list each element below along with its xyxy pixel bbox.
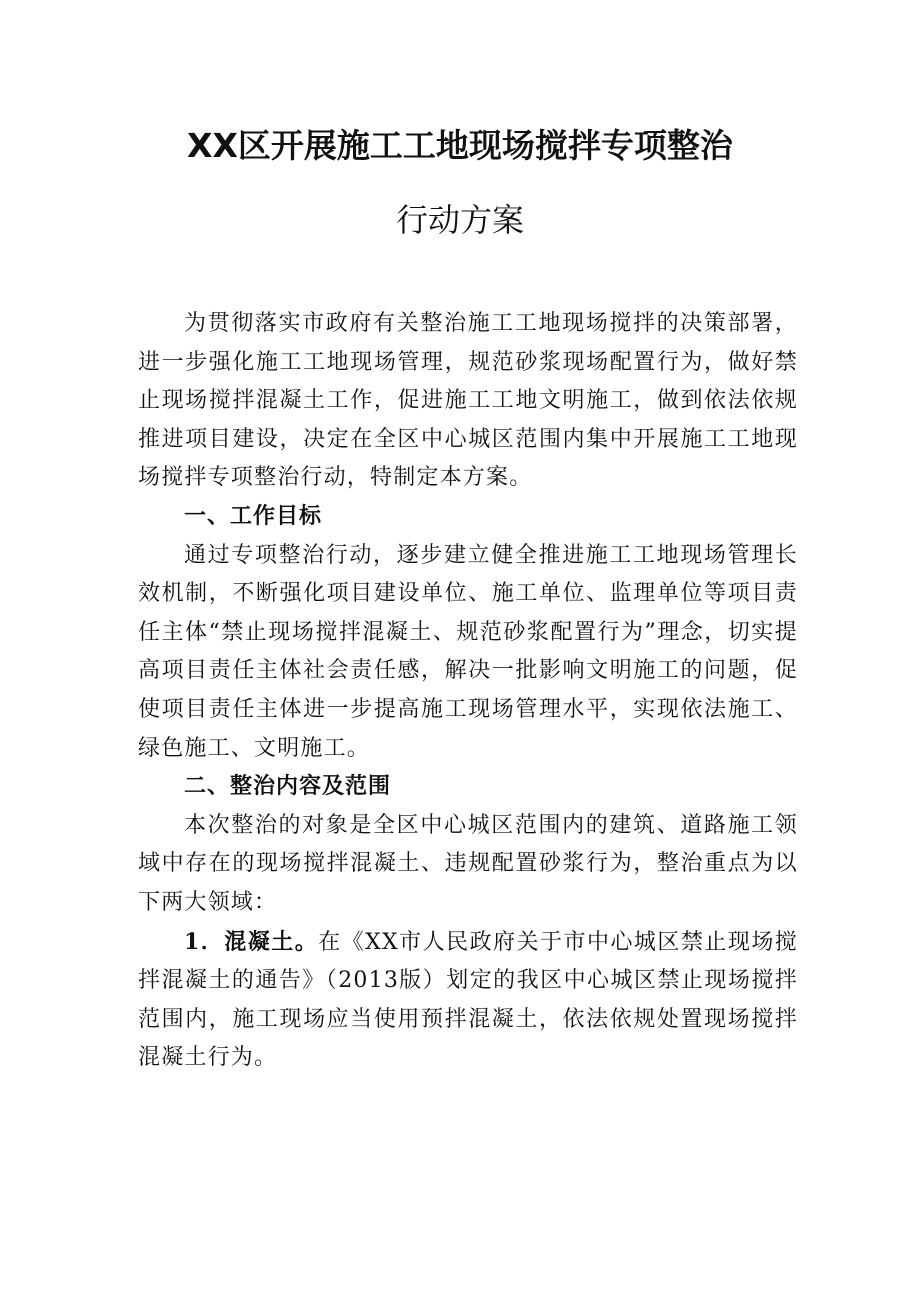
intro-paragraph: 为贯彻落实市政府有关整治施工工地现场搅拌的决策部署，进一步强化施工工地现场管理，规范砂浆现场配置行为，做好禁止现场搅拌混凝土工作，促进施工工地文明施工，做到依法依规推进项目建设，决定在全区中心城区范围内集中开展施工工地现场搅拌专项整治行动，特制定本方案。 [138, 311, 798, 491]
section-heading-work-goals: 一、工作目标 [184, 503, 323, 529]
document-title-line-2: 行动方案 [395, 201, 524, 239]
document-body [138, 305, 798, 1078]
document-title-line-1: XX区开展施工工地现场搅拌专项整治 [187, 126, 733, 165]
section-heading-scope: 二、整治内容及范围 [184, 774, 392, 800]
section-paragraph-scope: 本次整治的对象是全区中心城区范围内的建筑、道路施工领域中存在的现场搅拌混凝土、违规配置砂浆行为，整治重点为以下两大领域： [138, 812, 798, 915]
list-item-label: 1．混凝土。 [184, 928, 319, 955]
list-item-concrete [138, 923, 798, 1078]
list-item-text: 在《XX市人民政府关于市中心城区禁止现场搅拌混凝土的通告》（2013版）划定的我区中心城区禁止现场搅拌范围内，施工现场应当使用预拌混凝土，依法依规处置现场搅拌混凝土行为。 [138, 929, 798, 1071]
section-paragraph-work-goals: 通过专项整治行动，逐步建立健全推进施工工地现场管理长效机制，不断强化项目建设单位、施工单位、监理单位等项目责任主体“禁止现场搅拌混凝土、规范砂浆配置行为”理念，切实提高项目责任主体社会责任感，解决一批影响文明施工的问题，促使项目责任主体进一步提高施工现场管理水平，实现依法施工、绿色施工、文明施工。 [138, 542, 798, 761]
